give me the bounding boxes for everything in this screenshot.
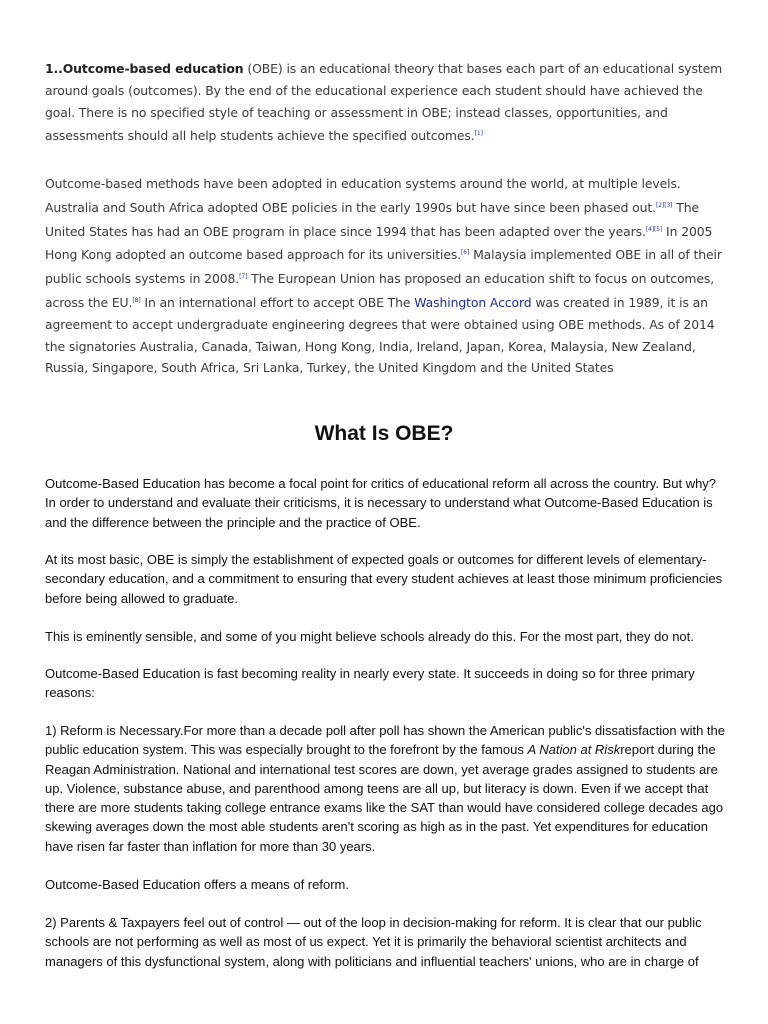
body-paragraph: Outcome-Based Education is fast becoming reality in nearly every state. It succeeds in doing so for three primary reasons: [45, 666, 695, 701]
intro-paragraph-2 [45, 173, 735, 379]
washington-accord-link[interactable]: Washington Accord [414, 294, 532, 310]
intro-text: In an international effort to accept OBE The [140, 294, 415, 310]
citation-ref[interactable]: [4][5] [645, 225, 663, 233]
intro-text: was created in 1989, it is an agreement to accept undergraduate engineering degrees that were obtained using OBE methods. As of 2014 the signatories Australia, Canada, Taiwan, Hong Kong, India, Ireland, Japan, Korea, Malaysia, New Zealand, Russia, Singapore, South Africa, Sri Lanka, Turkey, the United Kingdom and the United States [45, 294, 715, 376]
citation-ref[interactable]: [2][3] [656, 201, 673, 209]
intro-lead-term: 1..Outcome-based education [45, 61, 244, 76]
body-paragraph [45, 721, 725, 856]
intro-text: (OBE) is an educational theory that bases each part of an educational system around goals (outcomes). By the end of the educational experience each student should have achieved the goal. There is no specified style of teaching or assessment in OBE; instead classes, opportunities, and assessments should all help students achieve the specified outcomes. [45, 61, 723, 144]
intro-paragraph-1 [45, 58, 735, 147]
reason-1-text: report during the Reagan Administration. National and international test scores are down, yet average grades assigned to students are up. Violence, substance abuse, and parenthood among teens are all up, but literacy is down. Even if we accept that there are more students taking college entrance exams like the SAT than would have considered college decades ago skewing averages down the most able students aren't scoring as high as in the past. Yet expenditures for education have risen far faster than inflation for more than 30 years. [45, 742, 724, 854]
citation-ref[interactable]: [8] [132, 296, 141, 304]
reason-1-text: 1) Reform is Necessary.For more than a decade poll after poll has shown the American public's dissatisfaction with the public education system. This was especially brought to the forefront by the famous [45, 723, 726, 758]
body-paragraph: Outcome-Based Education offers a means of reform. [45, 877, 349, 892]
intro-text: The United States has had an OBE program in place since 1994 that has been adapted over the years. [45, 199, 700, 239]
section-heading: What Is OBE? [314, 422, 454, 445]
book-title: A Nation at Risk [527, 742, 621, 758]
body-paragraph: This is eminently sensible, and some of you might believe schools already do this. For the most part, they do not. [45, 629, 694, 644]
body-paragraph: 2) Parents & Taxpayers feel out of control — out of the loop in decision-making for reform. It is clear that our public schools are not performing as well as most of us expect. Yet it is primarily the behavioral scientist architects and managers of this dysfunctional system, along with politicians and influential teachers' unions, who are in charge of [45, 915, 702, 969]
citation-ref[interactable]: [6] [461, 249, 470, 257]
intro-text: Outcome-based methods have been adopted in education systems around the world, at multiple levels. Australia and South Africa adopted OBE policies in the early 1990s but have since been phased out. [45, 176, 681, 215]
body-paragraph: Outcome-Based Education has become a focal point for critics of educational reform all across the country. But why? In order to understand and evaluate their criticisms, it is necessary to understand what Outcome-Based Education is and the difference between the principle and the practice of OBE. [45, 476, 717, 530]
body-paragraph: At its most basic, OBE is simply the establishment of expected goals or outcomes for different levels of elementary-secondary education, and a commitment to ensuring that every student achieves at least those minimum proficiencies before being allowed to graduate. [45, 552, 723, 606]
intro-text: In 2005 Hong Kong adopted an outcome based approach for its universities. [45, 223, 713, 263]
intro-text: Malaysia implemented OBE in all of their public schools systems in 2008. [45, 247, 722, 287]
citation-ref[interactable]: [1] [474, 130, 483, 138]
citation-ref[interactable]: [7] [239, 273, 248, 281]
intro-text: The European Union has proposed an education shift to focus on outcomes, across the EU. [45, 271, 715, 310]
